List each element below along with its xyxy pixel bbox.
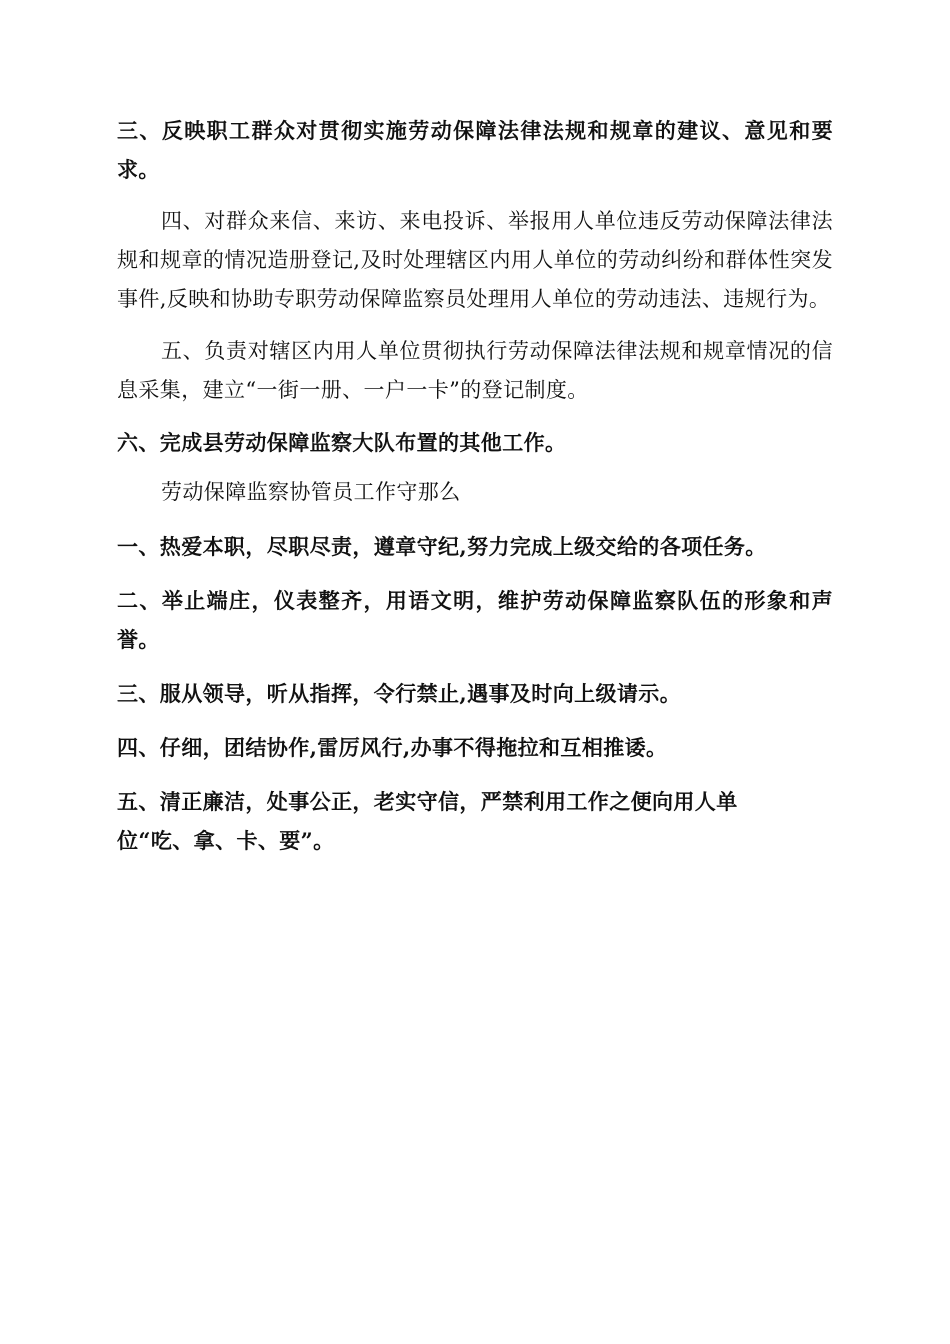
rule-item-1: 一、热爱本职，尽职尽责，遵章守纪,努力完成上级交给的各项任务。: [117, 534, 767, 559]
rule-item-4: 四、仔细，团结协作,雷厉风行,办事不得拖拉和互相推诿。: [117, 735, 668, 760]
paragraph-item-3: 三、反映职工群众对贯彻实施劳动保障法律法规和规章的建议、意见和要求。: [117, 118, 833, 182]
rule-item-5-line-1: 五、清正廉洁，处事公正，老实守信，严禁利用工作之便向用人单: [117, 789, 738, 814]
paragraph-item-6: 六、完成县劳动保障监察大队布置的其他工作。: [117, 430, 567, 455]
rule-item-3: 三、服从领导，听从指挥，令行禁止,遇事及时向上级请示。: [117, 681, 682, 706]
section-heading: 劳动保障监察协管员工作守那么: [161, 480, 461, 504]
rule-item-5-line-2: 位“吃、拿、卡、要”。: [117, 828, 335, 853]
document-page: [117, 111, 833, 860]
rule-item-2: 二、举止端庄，仪表整齐，用语文明，维护劳动保障监察队伍的形象和声誉。: [117, 588, 833, 652]
paragraph-item-4: 四、对群众来信、来访、来电投诉、举报用人单位违反劳动保障法律法规和规章的情况造册登记,及时处理辖区内用人单位的劳动纠纷和群体性突发事件,反映和协助专职劳动保障监察员处理用人单位的劳动违法、违规行为。: [117, 209, 833, 311]
paragraph-item-5: 五、负责对辖区内用人单位贯彻执行劳动保障法律法规和规章情况的信息采集，建立“一街一册、一户一卡”的登记制度。: [117, 339, 833, 402]
